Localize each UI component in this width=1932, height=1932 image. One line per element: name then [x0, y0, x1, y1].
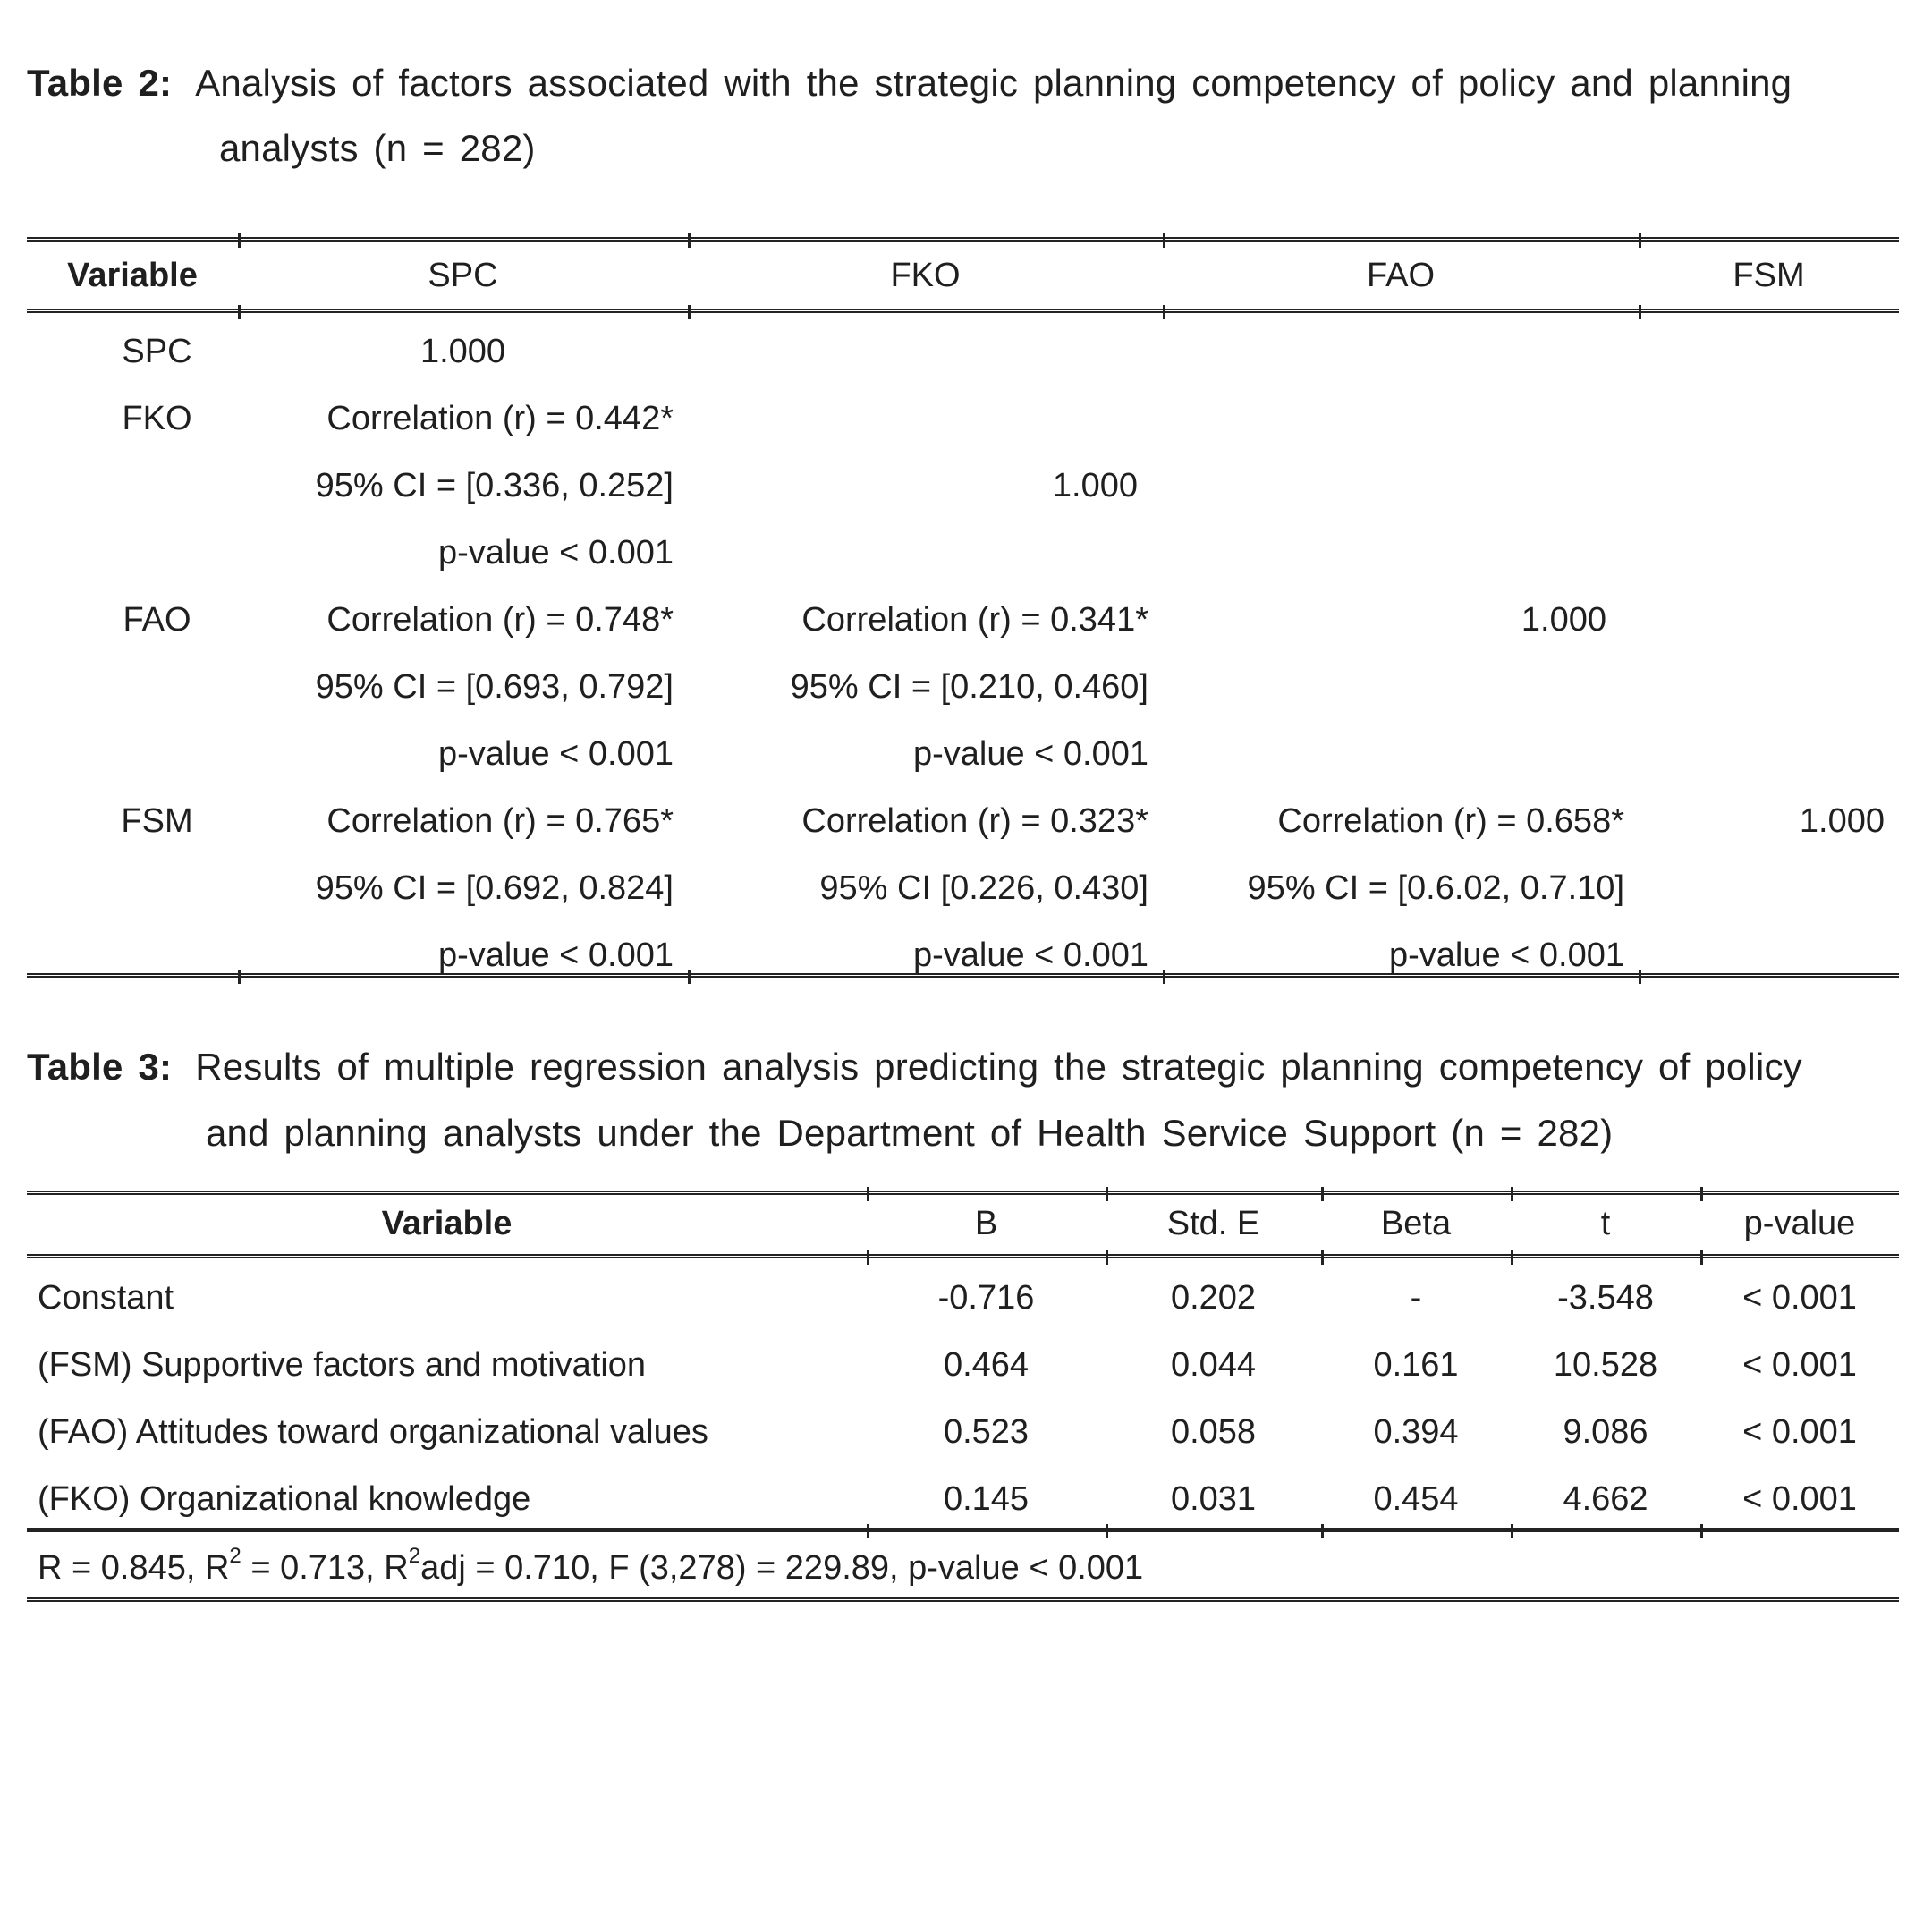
t2-cell-fao-fao-diagonal: 1.000	[1521, 601, 1606, 639]
t2-cell-fsm-spc-pvalue: p-value < 0.001	[437, 936, 674, 974]
column-boundary-tick	[1321, 1250, 1324, 1265]
column-boundary-tick	[1511, 1250, 1513, 1265]
t3-cell-b: 0.523	[943, 1413, 1030, 1451]
superscript-2: 2	[229, 1544, 242, 1569]
t2-cell-fsm-fko-pvalue: p-value < 0.001	[912, 936, 1148, 974]
t3-cell-pvalue: < 0.001	[1742, 1346, 1857, 1384]
superscript-2: 2	[408, 1544, 421, 1569]
column-boundary-tick	[1639, 970, 1641, 984]
table2-caption-text: Analysis of factors associated with the strategic planning competency of policy and planning	[195, 62, 1792, 104]
table2-body	[27, 318, 1899, 989]
t2-cell-fao-spc-pvalue: p-value < 0.001	[437, 735, 674, 773]
t3-cell-pvalue: < 0.001	[1742, 1480, 1857, 1518]
t2-cell-fsm-fao-ci: 95% CI = [0.6.02, 0.7.10]	[1247, 869, 1624, 907]
t2-cell-fko-spc-ci: 95% CI = [0.336, 0.252]	[315, 467, 674, 504]
t3-row-variable: Constant	[38, 1279, 174, 1317]
column-boundary-tick	[688, 305, 691, 319]
column-boundary-tick	[238, 305, 241, 319]
model-fit-part: = 0.713, R	[241, 1549, 409, 1587]
model-fit-part: R = 0.845, R	[38, 1549, 230, 1587]
column-boundary-tick	[1639, 305, 1641, 319]
t2-cell-fsm-fsm-diagonal: 1.000	[1799, 802, 1885, 840]
t3-col-header-std-e: Std. E	[1166, 1204, 1260, 1242]
t3-cell-t: 10.528	[1553, 1346, 1658, 1384]
t2-col-header-fko: FKO	[890, 257, 961, 294]
table2-header-rule	[27, 309, 1899, 313]
t2-row-label-fsm: FSM	[121, 802, 193, 840]
t3-cell-t: 9.086	[1563, 1413, 1648, 1451]
t2-cell-fsm-fko-correlation: Correlation (r) = 0.323*	[801, 802, 1148, 840]
t2-col-header-fsm: FSM	[1733, 257, 1805, 294]
t3-cell-std-e: 0.044	[1170, 1346, 1257, 1384]
table2-bottom-rule	[27, 973, 1899, 978]
column-boundary-tick	[1163, 305, 1165, 319]
t3-cell-b: 0.145	[943, 1480, 1030, 1518]
table2-caption-line2: analysts (n = 282)	[219, 127, 536, 169]
t2-cell-fao-spc-correlation: Correlation (r) = 0.748*	[326, 601, 674, 639]
table2-top-rule	[27, 237, 1899, 242]
table3-caption-label: Table 3:	[27, 1046, 173, 1088]
column-boundary-tick	[238, 970, 241, 984]
t3-cell-beta: 0.161	[1373, 1346, 1459, 1384]
t2-row-label-fao: FAO	[123, 601, 191, 639]
column-boundary-tick	[688, 970, 691, 984]
t3-cell-pvalue: < 0.001	[1742, 1279, 1857, 1317]
table3-caption-line2: and planning analysts under the Department of Health Service Support (n = 282)	[206, 1112, 1614, 1154]
t3-cell-t: -3.548	[1557, 1279, 1654, 1317]
t3-cell-beta: 0.394	[1373, 1413, 1459, 1451]
t3-cell-b: -0.716	[937, 1279, 1035, 1317]
table3-body	[27, 1265, 1899, 1533]
column-boundary-tick	[1163, 970, 1165, 984]
t3-cell-beta: 0.454	[1373, 1480, 1459, 1518]
table2-header-row	[27, 243, 1899, 309]
model-fit-part: adj = 0.710, F (3,278) = 229.89, p-value < 0.001	[420, 1549, 1144, 1587]
t2-cell-fko-fko-diagonal: 1.000	[1052, 467, 1138, 504]
t2-cell-fsm-fao-pvalue: p-value < 0.001	[1388, 936, 1624, 974]
t2-row-label-spc: SPC	[122, 333, 192, 370]
column-boundary-tick	[1511, 1524, 1513, 1538]
table3-header-row	[27, 1195, 1899, 1252]
t2-cell-fao-fko-ci: 95% CI = [0.210, 0.460]	[790, 668, 1148, 706]
table3-footer-rule	[27, 1528, 1899, 1532]
column-boundary-tick	[1106, 1524, 1108, 1538]
t3-cell-std-e: 0.058	[1170, 1413, 1257, 1451]
column-boundary-tick	[1321, 1524, 1324, 1538]
t2-cell-fao-fko-pvalue: p-value < 0.001	[912, 735, 1148, 773]
model-fit-summary	[38, 1538, 1143, 1597]
t3-cell-beta: -	[1410, 1279, 1422, 1317]
t2-cell-fsm-fko-ci: 95% CI [0.226, 0.430]	[819, 869, 1148, 907]
table3-caption-text: Results of multiple regression analysis predicting the strategic planning competency of policy	[195, 1046, 1802, 1088]
t2-cell-fko-spc-pvalue: p-value < 0.001	[437, 534, 674, 572]
t2-cell-fao-spc-ci: 95% CI = [0.693, 0.792]	[315, 668, 674, 706]
t3-col-header-variable: Variable	[381, 1204, 513, 1242]
t2-col-header-fao: FAO	[1366, 257, 1436, 294]
t3-row-variable: (FAO) Attitudes toward organizational values	[38, 1413, 708, 1451]
t3-cell-t: 4.662	[1563, 1480, 1648, 1518]
t2-cell-fsm-spc-ci: 95% CI = [0.692, 0.824]	[315, 869, 674, 907]
t2-col-header-spc: SPC	[428, 257, 498, 294]
t2-cell-fko-spc-correlation: Correlation (r) = 0.442*	[326, 400, 674, 437]
t3-row-variable: (FSM) Supportive factors and motivation	[38, 1346, 647, 1384]
t2-col-header-variable: Variable	[67, 257, 198, 294]
t3-col-header-beta: Beta	[1380, 1204, 1452, 1242]
table3-caption-line1	[27, 1044, 1802, 1090]
table2-caption-line1	[27, 60, 1792, 106]
t3-col-header-t: t	[1600, 1204, 1611, 1242]
column-boundary-tick	[1700, 1250, 1703, 1265]
t3-cell-b: 0.464	[943, 1346, 1030, 1384]
t2-cell-spc-spc-diagonal: 1.000	[419, 333, 506, 370]
t3-row-variable: (FKO) Organizational knowledge	[38, 1480, 531, 1518]
table2-caption-label: Table 2:	[27, 62, 173, 104]
t2-cell-fsm-fao-correlation: Correlation (r) = 0.658*	[1277, 802, 1624, 840]
t3-col-header-b: B	[974, 1204, 998, 1242]
column-boundary-tick	[867, 1524, 869, 1538]
t3-cell-pvalue: < 0.001	[1742, 1413, 1857, 1451]
column-boundary-tick	[867, 1250, 869, 1265]
t3-cell-std-e: 0.031	[1170, 1480, 1257, 1518]
t2-cell-fao-fko-correlation: Correlation (r) = 0.341*	[801, 601, 1148, 639]
t3-col-header-pvalue: p-value	[1743, 1204, 1856, 1242]
table3-bottom-rule	[27, 1597, 1899, 1602]
t2-cell-fsm-spc-correlation: Correlation (r) = 0.765*	[326, 802, 674, 840]
t3-cell-std-e: 0.202	[1170, 1279, 1257, 1317]
t2-row-label-fko: FKO	[122, 400, 192, 437]
column-boundary-tick	[1106, 1250, 1108, 1265]
table3-header-rule	[27, 1254, 1899, 1258]
column-boundary-tick	[1700, 1524, 1703, 1538]
